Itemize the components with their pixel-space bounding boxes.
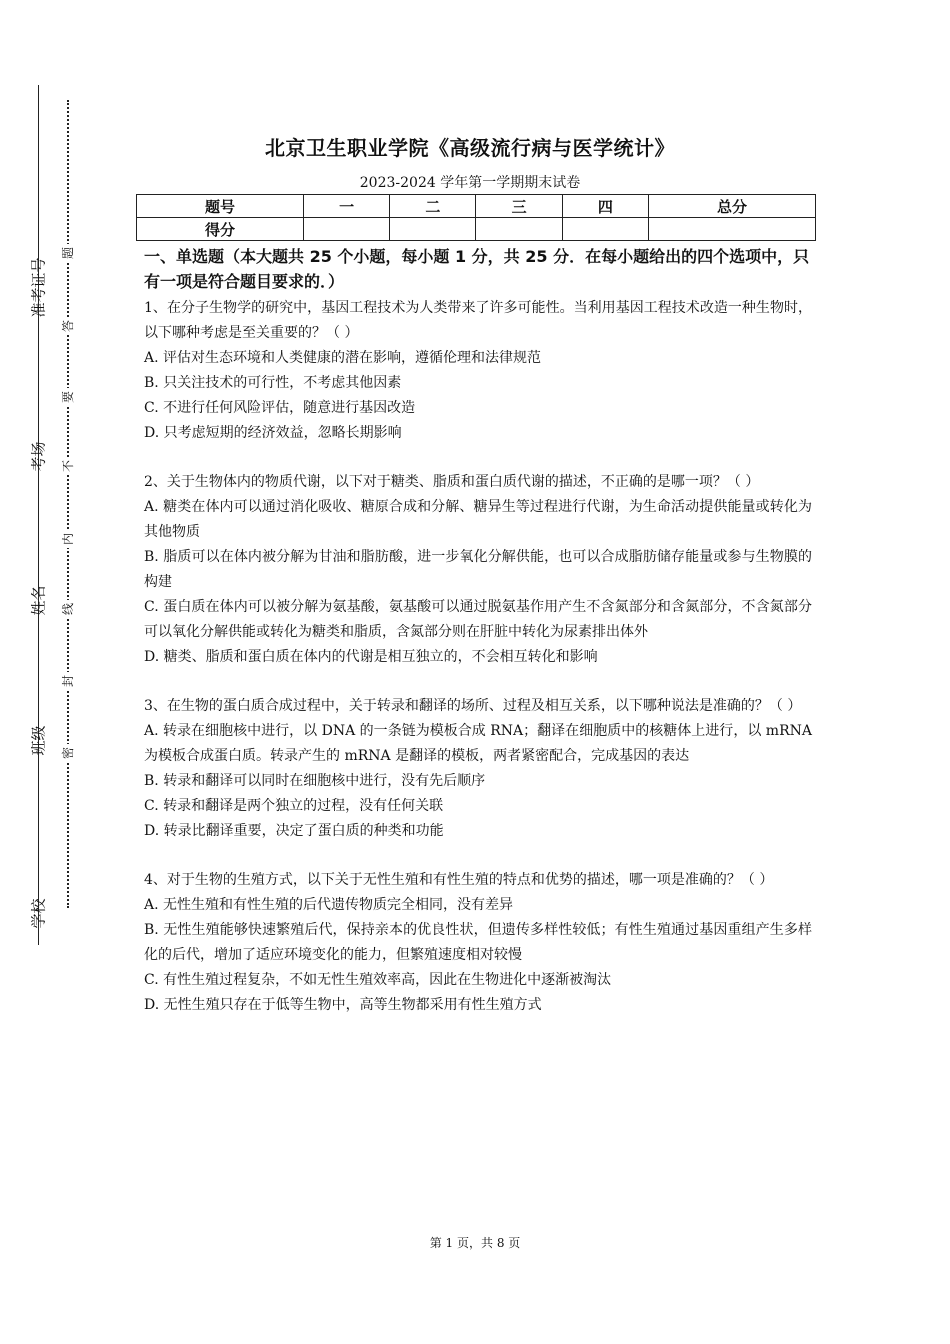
score-table-header-cell: 题号	[137, 195, 304, 218]
question-option: A. 无性生殖和有性生殖的后代遗传物质完全相同，没有差异	[144, 897, 514, 913]
question-option: B. 脂质可以在体内被分解为甘油和脂肪酸，进一步氧化分解供能，也可以合成脂肪储存能量或参与生物膜的构建	[144, 549, 812, 590]
exam-title: 北京卫生职业学院《高级流行病与医学统计》	[265, 136, 675, 160]
score-cell[interactable]	[476, 218, 562, 241]
question-option: C. 不进行任何风险评估，随意进行基因改造	[144, 400, 416, 416]
question-option: C. 转录和翻译是两个独立的过程，没有任何关联	[144, 798, 444, 814]
question-stem: 4、对于生物的生殖方式，以下关于无性生殖和有性生殖的特点和优势的描述，哪一项是准确的？（ ）	[144, 872, 774, 888]
question-stem: 1、在分子生物学的研究中，基因工程技术为人类带来了许多可能性。当利用基因工程技术改造一种生物时，以下哪种考虑是至关重要的？（ ）	[144, 300, 812, 341]
question-option: A. 评估对生态环境和人类健康的潜在影响，遵循伦理和法律规范	[144, 350, 542, 366]
question-option: C. 有性生殖过程复杂，不如无性生殖效率高，因此在生物进化中逐渐被淘汰	[144, 972, 612, 988]
seal-char: 密	[59, 744, 77, 762]
question-3	[144, 694, 812, 844]
score-table-header-cell: 总分	[648, 195, 815, 218]
question-stem: 2、关于生物体内的物质代谢，以下对于糖类、脂质和蛋白质代谢的描述，不正确的是哪一项？（ ）	[144, 474, 760, 490]
score-row-label: 得分	[137, 218, 304, 241]
question-1	[144, 296, 812, 446]
question-option: B. 只关注技术的可行性，不考虑其他因素	[144, 375, 402, 391]
score-table-header-cell: 二	[390, 195, 476, 218]
school-label: 学校	[29, 898, 48, 929]
section-heading: 一、单选题（本大题共 25 个小题，每小题 1 分，共 25 分．在每小题给出的四个选项中，只有一项是符合题目要求的．）	[144, 247, 810, 291]
seal-char: 线	[59, 600, 77, 618]
exam-content	[144, 244, 812, 1042]
exam-number-label: 准考证号	[29, 257, 48, 318]
score-table-score-row	[137, 218, 816, 241]
question-option: D. 糖类、脂质和蛋白质在体内的代谢是相互独立的，不会相互转化和影响	[144, 649, 598, 665]
class-label: 班级	[29, 725, 48, 756]
question-2	[144, 470, 812, 670]
seal-char: 封	[59, 672, 77, 690]
exam-subtitle: 2023-2024 学年第一学期期末试卷	[359, 175, 581, 191]
seal-char: 答	[59, 317, 77, 335]
binding-dotted-line	[67, 100, 69, 908]
question-option: D. 转录比翻译重要，决定了蛋白质的种类和功能	[144, 823, 444, 839]
question-option: A. 转录在细胞核中进行，以 DNA 的一条链为模板合成 RNA；翻译在细胞质中的核糖体上进行，以 mRNA 为模板合成蛋白质。转录产生的 mRNA 是翻译的模板，两者紧密配合，完成基因的表达	[144, 723, 812, 764]
question-option: C. 蛋白质在体内可以被分解为氨基酸，氨基酸可以通过脱氨基作用产生不含氮部分和含氮部分，不含氮部分可以氧化分解供能或转化为糖类和脂质，含氮部分则在肝脏中转化为尿素排出体外	[144, 599, 812, 640]
question-option: B. 转录和翻译可以同时在细胞核中进行，没有先后顺序	[144, 773, 486, 789]
score-cell[interactable]	[648, 218, 815, 241]
seal-char: 内	[59, 530, 77, 548]
score-table-header-row	[137, 195, 816, 218]
score-cell[interactable]	[562, 218, 648, 241]
seal-char: 不	[59, 457, 77, 475]
exam-room-label: 考场	[29, 441, 48, 472]
binding-solid-line	[38, 85, 39, 945]
student-name-label: 姓名	[29, 585, 48, 616]
question-option: B. 无性生殖能够快速繁殖后代，保持亲本的优良性状，但遗传多样性较低；有性生殖通过基因重组产生多样化的后代，增加了适应环境变化的能力，但繁殖速度相对较慢	[144, 922, 812, 963]
seal-char: 题	[59, 244, 77, 262]
binding-margin	[0, 0, 100, 1344]
page-number: 第 1 页，共 8 页	[429, 1236, 521, 1250]
score-cell[interactable]	[390, 218, 476, 241]
question-option: A. 糖类在体内可以通过消化吸收、糖原合成和分解、糖异生等过程进行代谢，为生命活动提供能量或转化为其他物质	[144, 499, 812, 540]
question-option: D. 只考虑短期的经济效益，忽略长期影响	[144, 425, 402, 441]
score-table-header-cell: 四	[562, 195, 648, 218]
score-table-header-cell: 一	[304, 195, 390, 218]
question-4	[144, 868, 812, 1018]
score-cell[interactable]	[304, 218, 390, 241]
question-option: D. 无性生殖只存在于低等生物中，高等生物都采用有性生殖方式	[144, 997, 542, 1013]
score-table	[136, 194, 816, 241]
seal-char: 要	[59, 388, 77, 406]
question-stem: 3、在生物的蛋白质合成过程中，关于转录和翻译的场所、过程及相互关系，以下哪种说法是准确的？（ ）	[144, 698, 802, 714]
score-table-header-cell: 三	[476, 195, 562, 218]
